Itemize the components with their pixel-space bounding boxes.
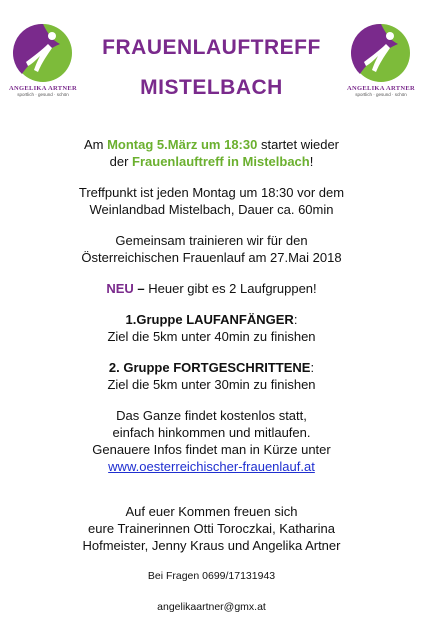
event-date: Montag 5.März um 18:30 — [107, 137, 258, 152]
group1-goal: Ziel die 5km unter 40min zu finishen — [107, 329, 316, 344]
meeting-line-1: Treffpunkt ist jeden Montag um 18:30 vor dem — [78, 185, 345, 200]
closing-paragraph — [0, 503, 423, 554]
runner-logo-icon — [12, 22, 74, 84]
training-line-2: Österreichischen Frauenlauf am 27.Mai 2018 — [81, 250, 342, 265]
meeting-line-2: Weinlandbad Mistelbach, Dauer ca. 60min — [89, 202, 334, 217]
intro-der: der — [109, 154, 133, 169]
logo-right — [343, 22, 419, 97]
frauenlauf-link[interactable]: www.oesterreichischer-frauenlauf.at — [108, 459, 315, 474]
meeting-paragraph — [0, 184, 423, 218]
contact-phone: Bei Fragen 0699/17131943 — [147, 570, 276, 582]
intro-am: Am — [83, 137, 108, 152]
intro-starts: startet wieder — [257, 137, 340, 152]
neu-dash: – — [133, 281, 149, 296]
group2-paragraph — [0, 359, 423, 393]
group1-title: 1.Gruppe LAUFANFÄNGER — [125, 312, 294, 327]
title-line-2: MISTELBACH — [140, 76, 283, 99]
neu-paragraph — [0, 280, 423, 297]
training-paragraph — [0, 232, 423, 266]
group1-paragraph — [0, 311, 423, 345]
closing-line-3: Hofmeister, Jenny Kraus und Angelika Artner — [82, 538, 341, 553]
logo-tagline: sportlich · gesund · schön — [17, 92, 69, 97]
event-name: Frauenlauftreff in Mistelbach — [132, 154, 310, 169]
group1-colon: : — [293, 312, 298, 327]
info-line-2: einfach hinkommen und mitlaufen. — [112, 425, 311, 440]
closing-line-1: Auf euer Kommen freuen sich — [125, 504, 298, 519]
runner-logo-icon — [350, 22, 412, 84]
contact-email: angelikaartner@gmx.at — [157, 601, 266, 613]
group2-title: 2. Gruppe FORTGESCHRITTENE — [108, 360, 311, 375]
neu-text: Heuer gibt es 2 Laufgruppen! — [148, 281, 317, 296]
group2-colon: : — [310, 360, 315, 375]
info-line-1: Das Ganze findet kostenlos statt, — [116, 408, 307, 423]
info-paragraph — [0, 407, 423, 475]
logo-tagline: sportlich · gesund · schön — [355, 92, 407, 97]
training-line-1: Gemeinsam trainieren wir für den — [115, 233, 308, 248]
closing-line-2: eure Trainerinnen Otti Toroczkai, Katharina — [88, 521, 335, 536]
logo-brand: ANGELIKA ARTNER — [8, 85, 78, 92]
intro-excl: ! — [309, 154, 314, 169]
flyer-body — [0, 136, 423, 630]
intro-paragraph — [0, 136, 423, 170]
logo-brand: ANGELIKA ARTNER — [346, 85, 416, 92]
logo-left — [5, 22, 81, 97]
group2-goal: Ziel die 5km unter 30min zu finishen — [107, 377, 316, 392]
neu-label: NEU — [106, 281, 134, 296]
info-line-3: Genauere Infos findet man in Kürze unter — [92, 442, 331, 457]
title-line-1: FRAUENLAUFTREFF — [102, 36, 321, 59]
